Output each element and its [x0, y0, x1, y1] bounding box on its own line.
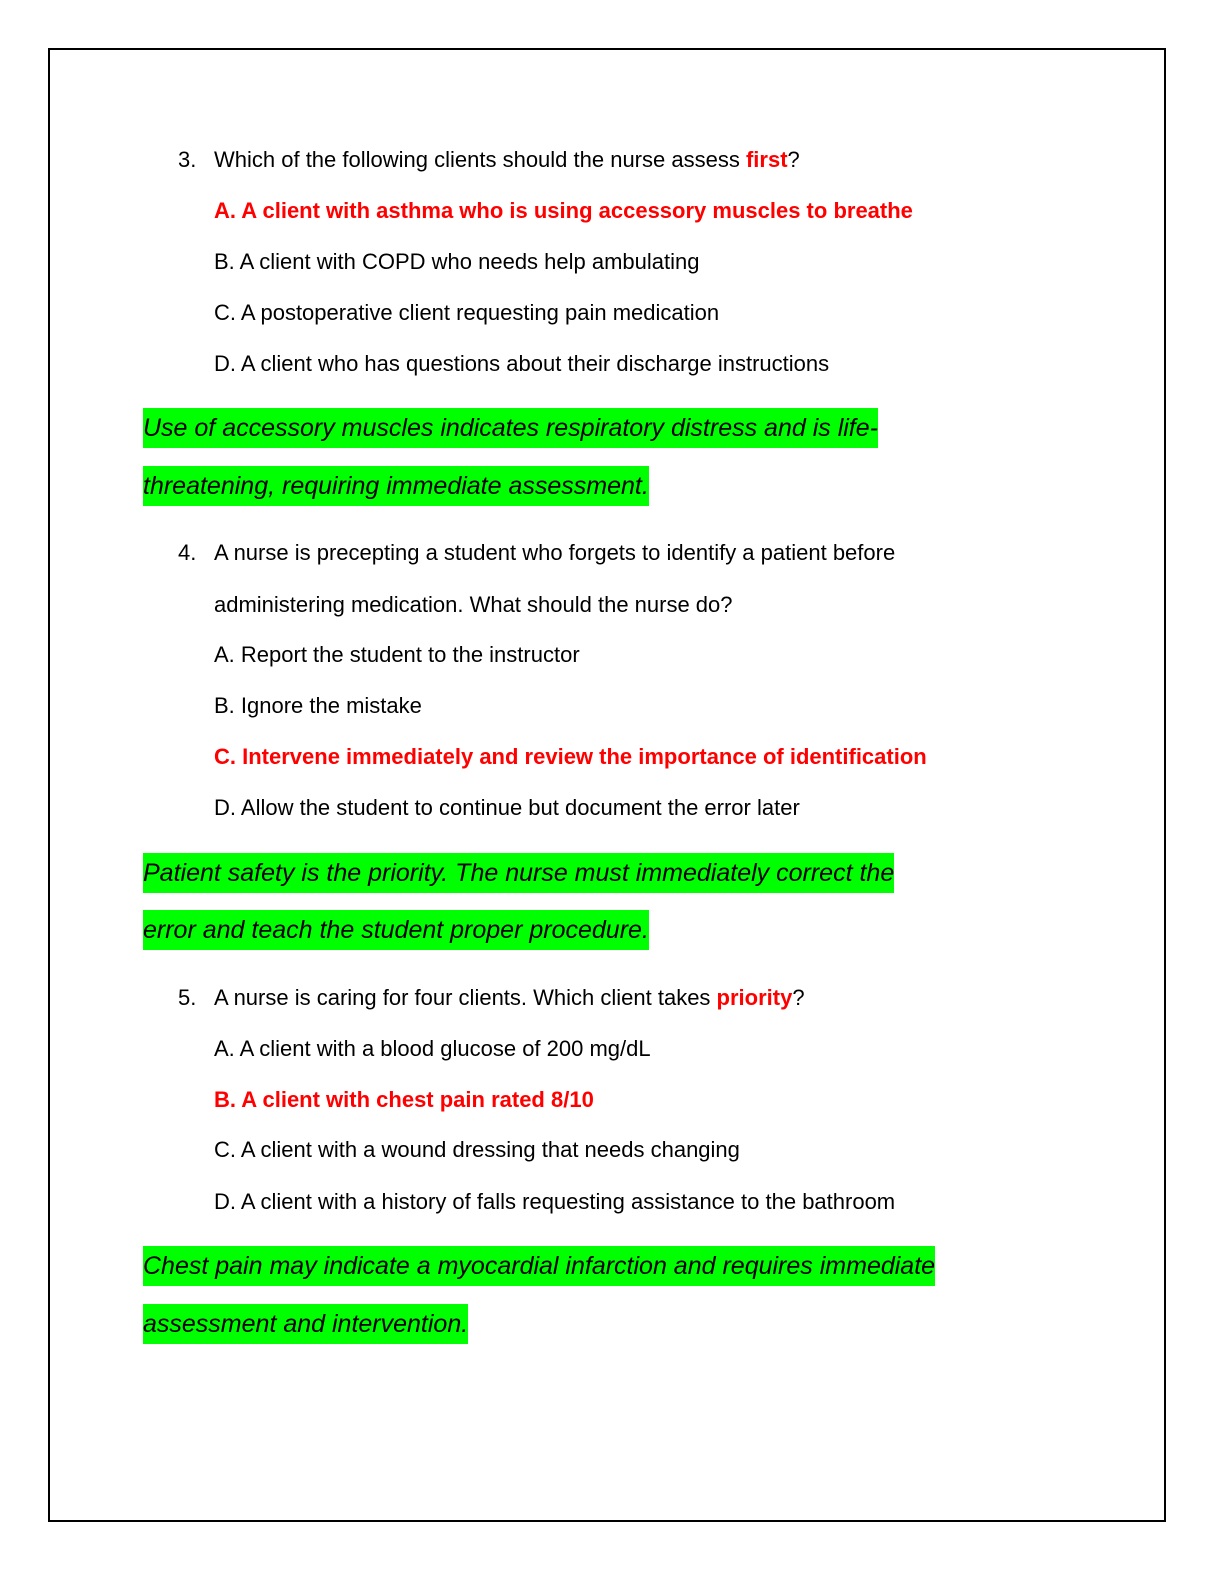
stem-text-end: ? [792, 985, 805, 1010]
explanation-line: threatening, requiring immediate assessment. [143, 466, 649, 506]
option-b: B. A client with COPD who needs help ambulating [214, 249, 700, 274]
option-d: D. A client with a history of falls requesting assistance to the bathroom [214, 1189, 896, 1214]
stem-text: Which of the following clients should the nurse assess [214, 147, 746, 172]
question-stem-continued: administering medication. What should the nurse do? [214, 592, 733, 617]
option-c: C. A client with a wound dressing that needs changing [214, 1137, 740, 1162]
option-b: B. Ignore the mistake [214, 693, 422, 718]
question-number: 4. [178, 540, 197, 565]
question-number: 5. [178, 985, 197, 1010]
option-d: D. Allow the student to continue but document the error later [214, 795, 800, 820]
option-c-correct: C. Intervene immediately and review the importance of identification [214, 744, 927, 769]
question-stem: A nurse is precepting a student who forgets to identify a patient before [214, 540, 896, 565]
question-stem [214, 147, 800, 173]
stem-text-end: ? [787, 147, 800, 172]
option-b-correct: B. A client with chest pain rated 8/10 [214, 1087, 594, 1112]
option-a: A. Report the student to the instructor [214, 642, 580, 667]
stem-text: A nurse is caring for four clients. Which client takes [214, 985, 717, 1010]
option-c: C. A postoperative client requesting pain medication [214, 300, 720, 325]
question-number: 3. [178, 147, 197, 172]
explanation-line: Use of accessory muscles indicates respiratory distress and is life- [143, 408, 878, 448]
explanation-line: assessment and intervention. [143, 1304, 468, 1344]
explanation-line: error and teach the student proper procedure. [143, 910, 649, 950]
option-a-correct: A. A client with asthma who is using accessory muscles to breathe [214, 198, 913, 223]
option-d: D. A client who has questions about their discharge instructions [214, 351, 830, 376]
question-stem [214, 985, 805, 1011]
explanation-line: Chest pain may indicate a myocardial infarction and requires immediate [143, 1246, 935, 1286]
option-a: A. A client with a blood glucose of 200 mg/dL [214, 1036, 651, 1061]
stem-keyword: first [745, 147, 788, 172]
explanation-line: Patient safety is the priority. The nurse must immediately correct the [143, 853, 894, 893]
stem-keyword: priority [716, 985, 793, 1010]
